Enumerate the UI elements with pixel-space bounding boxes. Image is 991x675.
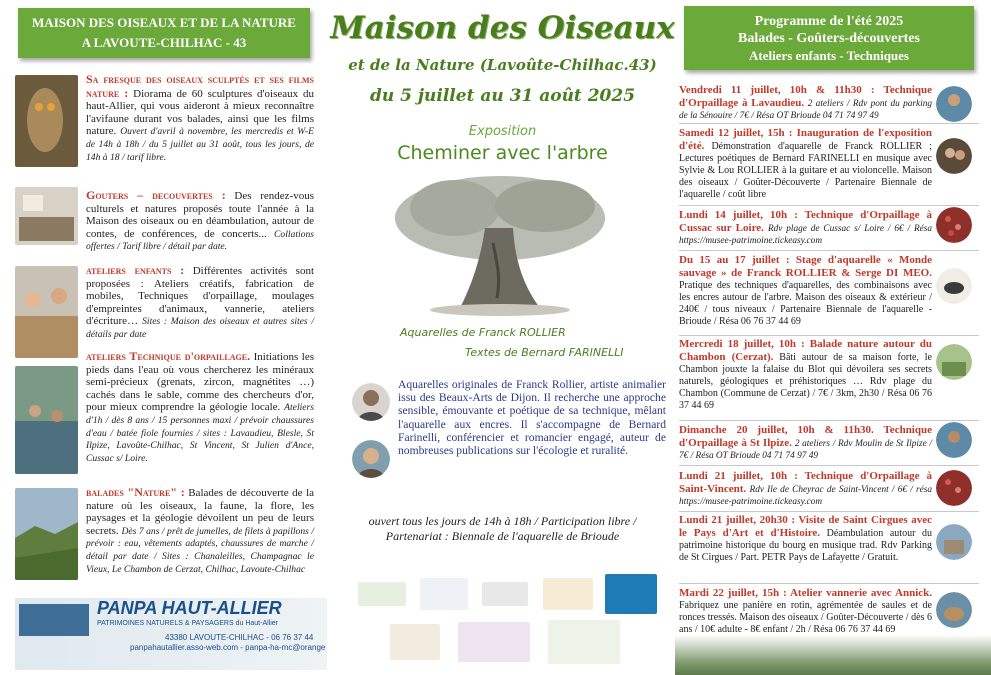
logo-brioude	[390, 624, 440, 660]
program-header-line1: Programme de l'été 2025	[754, 14, 904, 29]
left-header	[18, 8, 310, 58]
section-balades-info: Dès 7 ans / prêt de jumelles, de filets à papillons / prévoir : eau, vêtements adaptés, chaussures de marche / détail par date / Sites : Chanaleilles, Champagnac le Vieux, Le Chambon de Cerzat, Chilhac, Lavoute-Chilhac	[86, 525, 315, 575]
garnets-photo-2	[936, 470, 972, 506]
opening-line2: Partenariat : Biennale de l'aquarelle de Brioude	[385, 529, 620, 543]
credit-aquarelles: Aquarelles de Franck ROLLIER	[400, 326, 566, 339]
event-item	[679, 209, 932, 247]
event-details: Bâti autour de sa maison forte, le Chambon jouxte la falaise du Blot qui dévoilera ses secrets naturels, géologiques et préhistoriques … Rdv plage du Chambon (Commune de Cerzat) / 7€ / 3km, 2h30 / Résa 06 76 37 44 69	[679, 352, 932, 411]
st-ilpize-photo	[936, 422, 972, 458]
section-gouters-title: Gouters – decouvertes :	[86, 188, 226, 202]
rollier-portrait	[352, 383, 390, 421]
section-balades	[86, 486, 314, 575]
main-subtitle: et de la Nature (Lavoûte-Chilhac.43)	[348, 56, 657, 74]
logo-petr	[548, 620, 620, 664]
logo-haute-loire	[420, 578, 468, 610]
landscape-footer	[675, 635, 991, 675]
credit-textes: Textes de Bernard FARINELLI	[465, 346, 624, 359]
chambon-photo	[936, 344, 972, 380]
event-title: Lundi 14 juillet, 10h : Technique d'Orpaillage à Cussac sur Loire.	[679, 209, 932, 234]
event-item	[679, 254, 932, 328]
opening-line1: ouvert tous les jours de 14h à 18h / Participation libre /	[368, 514, 637, 528]
event-item	[679, 127, 932, 201]
event-title: Du 15 au 17 juillet : Stage d'aquarelle « Monde sauvage » de Franck ROLLIER & Serge DI MEO.	[679, 254, 932, 279]
program-header-line3: Ateliers enfants - Techniques	[749, 48, 909, 63]
logo-lavoute	[482, 582, 528, 606]
event-details: Démonstration d'aquarelle de Franck ROLLIER ; Lectures poétiques de Bernard FARINELLI en musique avec Sylvie & Lou ROLLIER à la guitare et au violoncelle. Maison des oiseaux / Goûter-Découverte / Partenaire Biennale de l'aquarelle / coût libre	[679, 141, 932, 200]
section-gouters-text: Des rendez-vous culturels et natures proposés toute l'année à la Maison des oiseaux ou en déambulation, autour de contes, de conférences, de concerts...	[86, 190, 314, 240]
tree-watercolor-image	[375, 168, 625, 318]
divider	[679, 465, 979, 466]
artist-bio: Aquarelles originales de Franck Rollier, artiste animalier issu des Beaux-Arts de Dijon. Il recherche une approche sensible, émouvante et poétique de sa technique, mêlant l'aquarelle aux encres. Il s'accompagne de Bernard Farinelli, conférencier et romancier engagé, auteur de nombreuses publications sur l'écologie et ruralité.	[398, 378, 666, 458]
gold-panning-image	[15, 366, 78, 474]
divider	[679, 511, 979, 512]
event-details: Rdv plage de Cussac s/ Loire / 6€ / Résa https://musee-patrimoine.tickeasy.com	[679, 224, 933, 246]
children-workshop-image	[15, 266, 78, 358]
section-gouters-info: Collations offertes / Tarif libre / détail par date.	[86, 228, 314, 253]
middle-column	[330, 0, 675, 675]
logo-region	[605, 574, 657, 614]
left-header-line2: A LAVOUTE-CHILHAC - 43	[81, 35, 247, 50]
farinelli-portrait	[352, 440, 390, 478]
event-title: Lundi 21 juillet, 20h30 : Visite de Saint Cirgues avec le Pays d'Art et d'Histoire.	[679, 514, 932, 539]
divider	[679, 123, 979, 124]
event-title: Dimanche 20 juillet, 10h & 11h30. Technique d'Orpaillage à St Ilpize.	[679, 424, 932, 449]
section-orpaillage-text: Initiations les pieds dans l'eau où vous chercherez les minéraux semi-précieux (grenats, zircon, magnétites …) cachés dans le sable, comme des chercheurs d'or, pour mieux comprendre la géologie locale.	[86, 351, 315, 414]
program-header-line2: Balades - Goûters-découvertes	[738, 31, 920, 46]
section-orpaillage-info: Ateliers d'1h / dès 8 ans / 15 personnes maxi / prévoir chaussures d'eau / batée fiole fournies / sites : Lavaudieu, Blesle, St Ilpize, Lavoûte-Chilhac, St Vincent, St Julien d'Ance, Cussac s/ Loire.	[86, 402, 314, 464]
section-fresque-text: Diorama de 60 sculptures d'oiseaux du haut-Allier, qui vous aideront à mieux reconnaître l'avifaune durant vos balades, ainsi que les films nature.	[86, 87, 314, 138]
event-title: Samedi 12 juillet, 15h : Inauguration de l'exposition d'été.	[679, 127, 932, 152]
panpa-subtitle: PATRIMOINES NATURELS & PAYSAGERS du Haut-Allier	[97, 620, 279, 627]
event-item	[679, 470, 932, 508]
divider	[679, 250, 979, 251]
section-orpaillage-title: ateliers Technique d'orpaillage.	[86, 349, 251, 363]
opening-info	[330, 514, 675, 544]
event-title: Vendredi 11 juillet, 10h & 11h30 : Technique d'Orpaillage à Lavaudieu.	[679, 84, 932, 109]
vannerie-photo	[936, 592, 972, 628]
left-header-line1: MAISON DES OISEAUX ET DE LA NATURE	[32, 15, 296, 30]
event-title: Lundi 21 juillet, 10h : Technique d'Orpaillage à Saint-Vincent.	[679, 470, 932, 495]
event-details: Rdv Ile de Cheyrac de Saint-Vincent / 6€ / résa https://musee-patrimoine.tickeasy.com	[679, 485, 933, 507]
divider	[679, 420, 979, 421]
panpa-address: 43380 LAVOUTE-CHILHAC - 06 76 37 44	[165, 633, 314, 642]
event-details: 2 ateliers / Rdv Moulin de St Ilpize / 7€ / Résa OT Brioude 04 71 74 97 49	[679, 439, 933, 461]
section-orpaillage	[86, 350, 314, 464]
program-header	[684, 6, 974, 70]
owl-sculpture-image	[15, 75, 78, 167]
section-ateliers-enfants	[86, 264, 314, 341]
panpa-web: panpahautallier.asso-web.com - panpa-ha-mc@orange	[130, 643, 326, 652]
section-fresque-title: Sa fresque des oiseaux sculptés et ses films nature :	[86, 72, 314, 100]
event-details: Déambulation autour du patrimoine historique du bourg en musique trad. Rdv Parking de St Cirgues / Part. PETR Pays de Lafayette / Gratuit.	[679, 528, 932, 563]
expo-title: Cheminer avec l'arbre	[397, 142, 608, 164]
divider	[679, 583, 979, 584]
main-dates: du 5 juillet au 31 août 2025	[369, 86, 636, 106]
interior-room-image	[15, 187, 78, 245]
section-ateliers-enfants-text: Différentes activités sont proposées : Ateliers créatifs, fabrication de mobiles, Techniques d'orpaillage, moulages d'empreintes d'animaux, vannerie, ateliers d'écriture…	[86, 265, 315, 328]
event-item	[679, 514, 932, 564]
expo-label: Exposition	[468, 124, 537, 139]
event-item	[679, 587, 932, 636]
event-title: Mardi 22 juillet, 15h : Atelier vannerie avec Annick.	[679, 587, 932, 599]
watercolor-bird-photo	[936, 268, 972, 304]
right-column	[675, 0, 991, 675]
left-column	[0, 0, 330, 675]
logo-haut-allier	[358, 582, 406, 606]
panpa-banner	[15, 598, 327, 670]
panpa-title: PANPA HAUT-ALLIER	[97, 598, 282, 618]
orpaillage-photo	[936, 86, 972, 122]
garnets-photo	[936, 207, 972, 243]
event-title: Mercredi 18 juillet, 10h : Balade nature autour du Chambon (Cerzat).	[679, 338, 932, 363]
section-fresque-info: Ouvert d'avril à novembre, les mercredis et W-E de 14h à 18h / du 5 juillet au 31 août, tous les jours, de 14h à 18 / tarif libre.	[86, 126, 315, 163]
section-ateliers-enfants-info: Sites : Maison des oiseaux et autres sites / détails par date	[86, 316, 314, 340]
section-gouters	[86, 189, 314, 253]
event-item	[679, 84, 932, 122]
logo-biennale	[458, 622, 530, 662]
st-cirgues-photo	[936, 524, 972, 560]
section-fresque	[86, 73, 314, 163]
panpa-logo	[19, 604, 89, 636]
event-item	[679, 424, 932, 462]
event-item	[679, 338, 932, 412]
event-details: 2 ateliers / Rdv pont du parking de la Sénouire / 7€ / Résa OT Brioude 04 71 74 97 49	[679, 99, 933, 121]
inauguration-photo	[936, 138, 972, 174]
divider	[679, 335, 979, 336]
section-ateliers-enfants-title: ateliers enfants :	[86, 263, 185, 277]
section-balades-text: Balades de découverte de la nature où les oiseaux, la faune, la flore, les paysages et la géologie dévoilent un peu de leurs secrets.	[86, 487, 315, 537]
event-details: Pratique des techniques d'aquarelles, des combinaisons avec les encres autour de l'arbre. Maison des oiseaux & extérieur / 240€ / tous niveaux / Partenaire Biennale de l'aquarelle - Brioude / Résa 06 76 37 44 69	[679, 280, 932, 327]
section-balades-title: balades "Nature" :	[86, 485, 185, 499]
event-details: Fabriquez une panière en rotin, agrémentée de saules et de ronces tressés. Maison des oiseaux / Goûter-Découverte / dès 6 ans / 10€ adulte - 8€ enfant / 2h / Résa 06 76 37 44 69	[679, 600, 932, 635]
nature-walk-image	[15, 488, 78, 580]
main-title: Maison des Oiseaux	[330, 10, 675, 46]
divider	[679, 205, 979, 206]
logo-puy-en-velay	[543, 578, 593, 610]
